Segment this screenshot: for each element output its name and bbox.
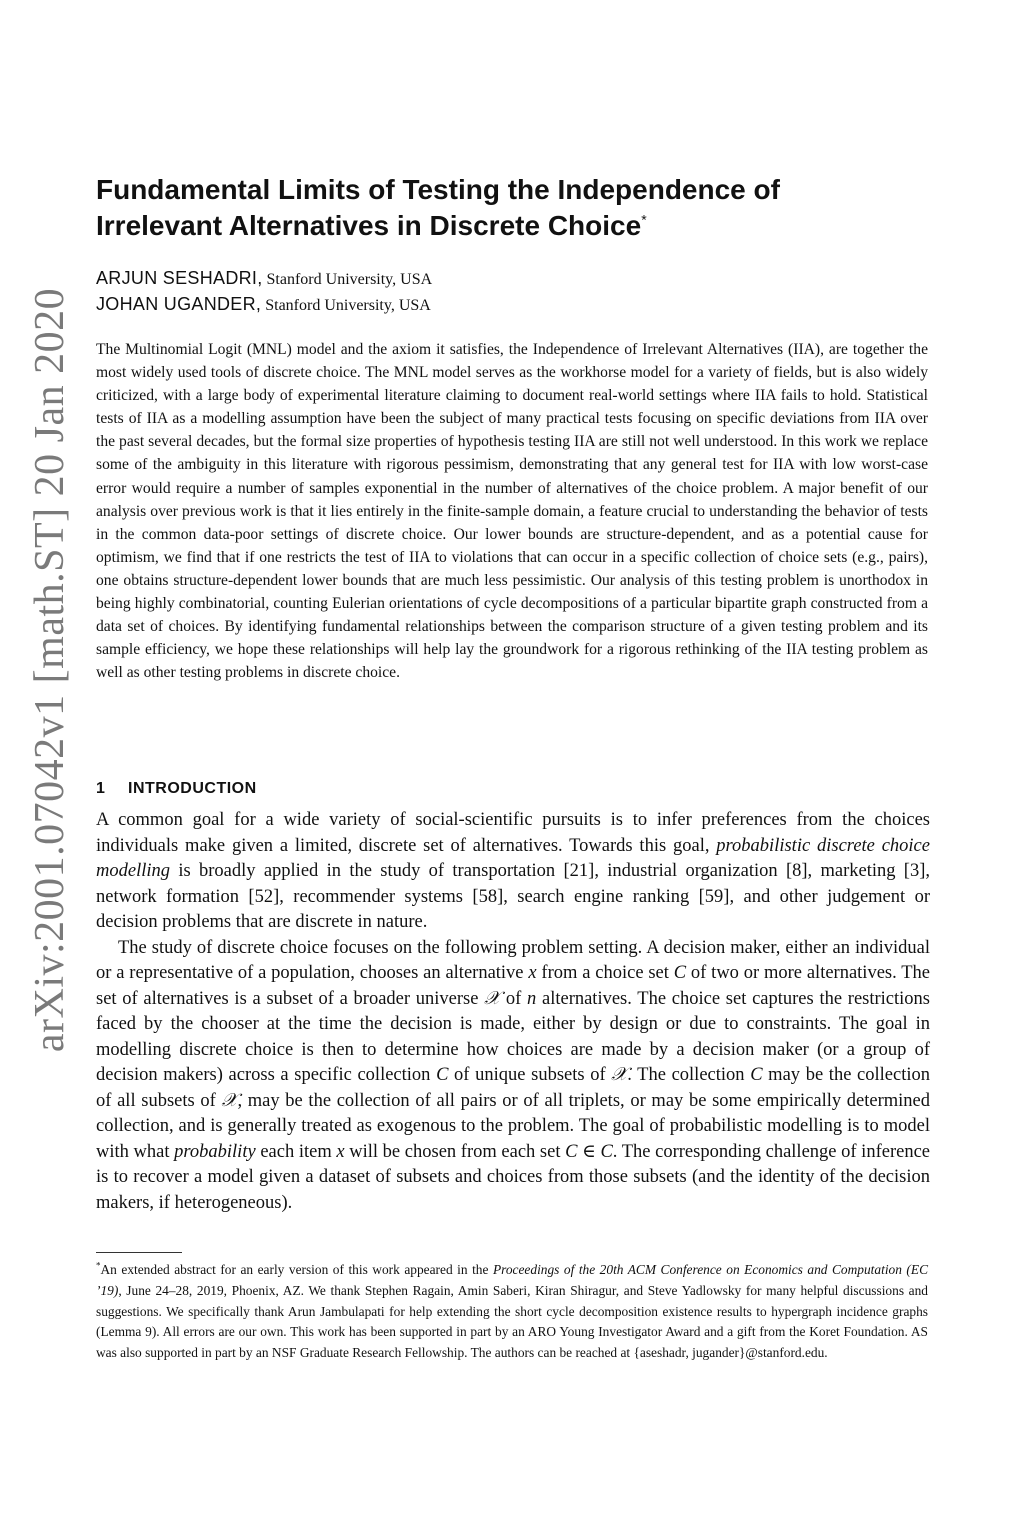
author-2-name: JOHAN UGANDER, (96, 294, 262, 314)
emphasis: probabilistic discrete choice modelling (96, 835, 930, 881)
text-run: will be chosen from each set (344, 1141, 566, 1162)
math-collection: C (750, 1065, 763, 1085)
author-2 (96, 294, 936, 320)
math-C: C (673, 963, 687, 983)
emphasis: probability (174, 1141, 256, 1162)
introduction-body (96, 808, 930, 1216)
author-list (96, 268, 936, 320)
text-run: , may be the collection of all pairs or of all triplets, or may be some empirically determined collection, and is generally treated as exogenous to the problem. The goal of probabilistic modelling is to model with what (96, 1090, 930, 1162)
text-run: from a choice set (536, 963, 674, 983)
author-1-affiliation: Stanford University, USA (262, 271, 433, 288)
section-title: INTRODUCTION (128, 780, 257, 797)
arxiv-sidebar (20, 270, 80, 1070)
author-2-affiliation: Stanford University, USA (261, 297, 431, 314)
math-n: n (527, 988, 537, 1009)
math-C: C (565, 1141, 578, 1162)
text-run: each item (255, 1141, 337, 1162)
text-run: is broadly applied in the study of transportation [21], industrial organization [8], marketing [3], network formation [52], recommender systems [58], search engine ranking [59], and other judgement or decision problems that are discrete in nature. (96, 861, 930, 932)
text-run: , June 24–28, 2019, Phoenix, AZ. We thank Stephen Ragain, Amin Saberi, Kiran Shiragur, and Steve Yadlowsky for many helpful discussions and suggestions. We specifically thank Arun Jambulapati for help extending the short cycle decomposition existence results to hypergraph incidence graphs (Lemma 9). All errors are our own. This work has been supported in part by an ARO Young Investigator Award and a gift from the Koret Foundation. AS was also supported in part by an NSF Graduate Research Fellowship. The authors can be reached at {aseshadr, jugander}@stanford.edu. (96, 1282, 928, 1361)
text-run: . The corresponding challenge of inference is to recover a model given a dataset of subsets and choices from those subsets (and the identity of the decision makers, if heterogeneous). (96, 1141, 930, 1213)
title-footnote (96, 1260, 928, 1364)
text-run: An extended abstract for an early version of this work appeared in the (100, 1262, 493, 1277)
text-run: The study of discrete choice focuses on the following problem setting. A decision maker, either an individual or a representative of a population, chooses an alternative (96, 937, 930, 983)
math-collection: C (600, 1141, 613, 1162)
section-heading-introduction (96, 780, 257, 798)
math-universe: 𝒳 (484, 988, 501, 1009)
author-1 (96, 268, 936, 294)
title-line-2 (96, 208, 936, 244)
abstract: The Multinomial Logit (MNL) model and the axiom it satisfies, the Independence of Irrelevant Alternatives (IIA), are together the most widely used tools of discrete choice. The MNL model serves as the workhorse model for a variety of fields, but is also widely criticized, with a large body of experimental literature claiming to document real-world settings where IIA fails to hold. Statistical tests of IIA as a modelling assumption have been the subject of many practical tests focusing on specific deviations from IIA over the past several decades, but the formal size properties of hypothesis testing IIA are still not well understood. In this work we replace some of the ambiguity in this literature with rigorous pessimism, demonstrating that any general test for IIA with low worst-case error would require a number of samples exponential in the number of alternatives of the choice problem. A major benefit of our analysis over previous work is that it lies entirely in the finite-sample domain, a feature crucial to understanding the behavior of tests in the common data-poor settings of discrete choice. Our lower bounds are structure-dependent, and as a potential cause for optimism, we find that if one restricts the test of IIA to violations that can occur in a specific collection of choice sets (e.g., pairs), one obtains structure-dependent lower bounds that are much less pessimistic. Our analysis of this testing problem is unorthodox in being highly combinatorial, counting Eulerian orientations of cycle decompositions of a particular bipartite graph constructed from a data set of choices. By identifying fundamental relationships between the comparison structure of a given testing problem and its sample efficiency, we hope these relationships will help lay the groundwork for a rigorous rethinking of the IIA testing problem as well as other testing problems in discrete choice. (96, 341, 928, 682)
text-run: of two or more alternatives. The set of alternatives is a subset of a broader universe (96, 963, 931, 1009)
title-footnote-mark: * (641, 211, 647, 228)
intro-paragraph-2 (96, 936, 930, 1217)
author-1-name: ARJUN SESHADRI, (96, 268, 263, 288)
text-run: A common goal for a wide variety of social-scientific pursuits is to infer preferences from the choices individuals make given a limited, discrete set of alternatives. Towards this goal, (96, 810, 930, 856)
math-x: x (336, 1141, 345, 1162)
emphasis: Proceedings of the 20th ACM Conference on Economics and Computation (EC ’19) (96, 1262, 929, 1298)
text-run: alternatives. The choice set captures the restrictions faced by the chooser at the time the decision is made, either by design or due to constraints. The goal in modelling discrete choice is then to determine how choices are made by a decision maker (or a group of decision makers) across a specific collection (96, 988, 930, 1085)
text-run: of (500, 988, 527, 1009)
math-universe: 𝒳 (611, 1065, 628, 1085)
footnote-rule (96, 1252, 182, 1253)
footnote-mark: * (96, 1260, 101, 1271)
title-line-1: Fundamental Limits of Testing the Independence of (96, 174, 780, 205)
text-run: may be the collection of all subsets of (96, 1065, 930, 1111)
math-universe: 𝒳 (221, 1090, 238, 1111)
title-line-2-text: Irrelevant Alternatives in Discrete Choice (96, 210, 642, 241)
arxiv-identifier: arXiv:2001.07042v1 [math.ST] 20 Jan 2020 (27, 287, 73, 1053)
text-run: . The collection (627, 1065, 751, 1085)
paper-title (96, 172, 936, 244)
text-run: of unique subsets of (448, 1065, 612, 1085)
section-number: 1 (96, 780, 106, 797)
math-collection: C (436, 1065, 449, 1085)
math-x: x (528, 963, 537, 983)
intro-paragraph-1 (96, 808, 930, 936)
math-element-of: ∈ (577, 1141, 601, 1162)
